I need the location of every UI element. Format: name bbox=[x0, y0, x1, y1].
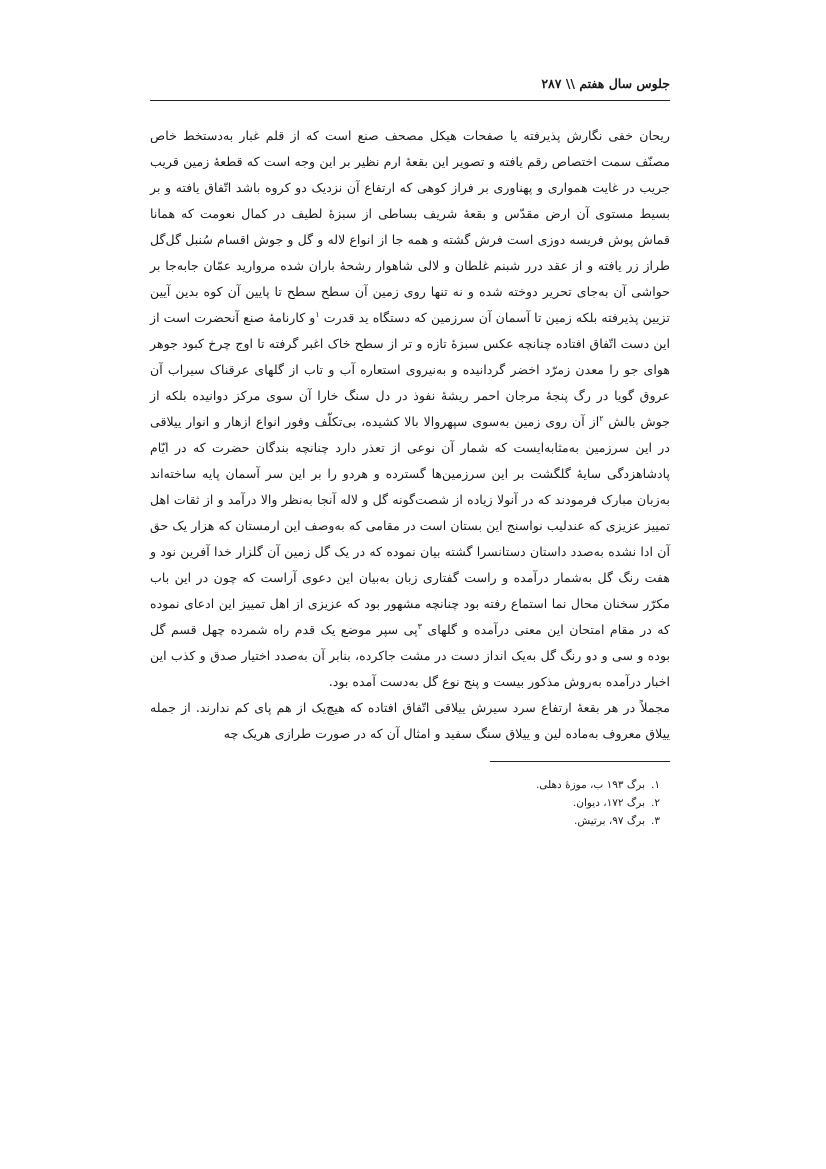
paragraph-1 bbox=[150, 123, 670, 695]
footnote-divider bbox=[490, 761, 670, 762]
paragraph-1-segment-1: ریحان خفی نگارش پذیرفته یا صفحات هیکل مصحف صنع است که از قلم غبار به‌دستخط خاص مصنّف سمت اختصاص رقم یافته و تصویر این بقعهٔ ارم نظیر بر این وجه است که قطعهٔ زمین قریب جریب در غایت همواری و پهناوری بر فراز کوهی که ارتفاع آن نزدیک دو کروه باشد اتّفاق یافته و بر بسیط مستوی آن ارض مقدّس و بقعهٔ شریف بساطی از سبزهٔ لطیف در کمال نعومت که همانا قماش پوش فریسه دوزی است فرش گشته و همه جا از انواع لاله و گل و جوش اقسام سُنبل گل‌گل طراز زر یافته و از عقد درر شبنم غلطان و لالی شاهوار رشحهٔ باران شده مروارید عمّان جابه‌جا بر حواشی آن به‌جای تحریر دوخته شده و نه تنها روی زمین آن سطح سطح تا پایین آن کوه بدین آیین تزیین پذیرفته بلکه زمین تا آسمان آن سرزمین که دستگاه ید قدرت bbox=[150, 128, 670, 325]
body-text bbox=[150, 123, 670, 747]
footnote-text: برگ ۱۷۲، دیوان. bbox=[572, 797, 646, 809]
footnote-number: ۱. bbox=[651, 779, 660, 791]
footnote-text: برگ ۹۷، برتیش. bbox=[574, 815, 646, 827]
footnote-1 bbox=[150, 776, 660, 794]
footnote-number: ۲. bbox=[651, 797, 660, 809]
footnote-number: ۳. bbox=[651, 815, 660, 827]
document-page bbox=[150, 74, 670, 830]
paragraph-1-segment-3: از آن روی زمین به‌سوی سپهروالا بالا کشیده، بی‌تکلّف وفور انواع ازهار و انوار ییلاقی در این سرزمین به‌مثابه‌ایست که شمار آن نوعی از تعذر دارد چنانچه بندگان حضرت که در ایّام پادشاهزدگی سایهٔ گلگشت بر این سرزمین‌ها گسترده و هردو را بر این سر آسمان پایه ساخته‌اند به‌زبان مبارک فرمودند که در آنولا زیاده از شصت‌گونه گل و لاله آنجا به‌نظر والا درآمد و از ثقات اهل تمییز عزیزی که عندلیب نواسنج این بستان است در مقامی که به‌وصف این ارمستان که هزار یک حق آن ادا نشده به‌صدد داستان دستانسرا گشته بیان نموده که در یک گل زمین آن گلزار خدا آفرین نود و هفت رنگ گل به‌شمار درآمده و راست گفتاری زبان به‌بیان این دعوی آراست که چون در این باب مکرّر سخنان محال نما استماع رفته بود چنانچه مشهور بود که عزیزی از اهل تمییز این ادعای نموده که در مقام امتحان این معنی درآمده و گلهای bbox=[150, 414, 670, 637]
footnote-3 bbox=[150, 812, 660, 830]
footnotes bbox=[150, 776, 670, 830]
footnote-2 bbox=[150, 794, 660, 812]
footnote-marker-3[interactable]: ۳ bbox=[417, 621, 422, 631]
running-head: جلوس سال هفتم \\ ۲۸۷ bbox=[150, 74, 670, 101]
paragraph-1-segment-4: پی سپر موضع یک قدم راه شمرده چهل قسم گل بوده و سی و دو رنگ گل به‌یک انداز دست در مشت جاکرده، بنابر آن به‌صدد اختیار صدق و کذب این اخبار درآمده به‌روش مذکور بیست و پنج نوع گل به‌دست آمده بود. bbox=[150, 622, 670, 689]
footnote-marker-1[interactable]: ۱ bbox=[315, 309, 320, 319]
paragraph-2: مجملاً در هر بقعهٔ ارتفاع سرد سیرش ییلاقی اتّفاق افتاده که هیچ‌یک از هم پای کم ندارند. از جمله ییلاق معروف به‌ماده لین و ییلاق سنگ سفید و امثال آن که در صورت طرازی هریک چه bbox=[150, 700, 670, 741]
footnote-text: برگ ۱۹۳ ب، موزهٔ دهلی. bbox=[535, 779, 646, 791]
paragraph-1-segment-2: و کارنامهٔ صنع آنحضرت است از این دست اتّفاق افتاده چنانچه عکس سبزهٔ تازه و تر از سطح خاک اغبر گرفته تا اوج چرخ کبود جوهر هوای جو را معدن زمرّد اخضر گردانیده و به‌نیروی استعاره آب و تاب از گلهای عرقناک سیراب آن عروق گویا در رگ پنجهٔ مرجان احمر ریشهٔ نفوذ در دل سنگ خارا آن سوی مرکز دوانیده بلکه از جوش بالش bbox=[150, 310, 671, 429]
footnote-marker-2[interactable]: ۲ bbox=[599, 413, 604, 423]
